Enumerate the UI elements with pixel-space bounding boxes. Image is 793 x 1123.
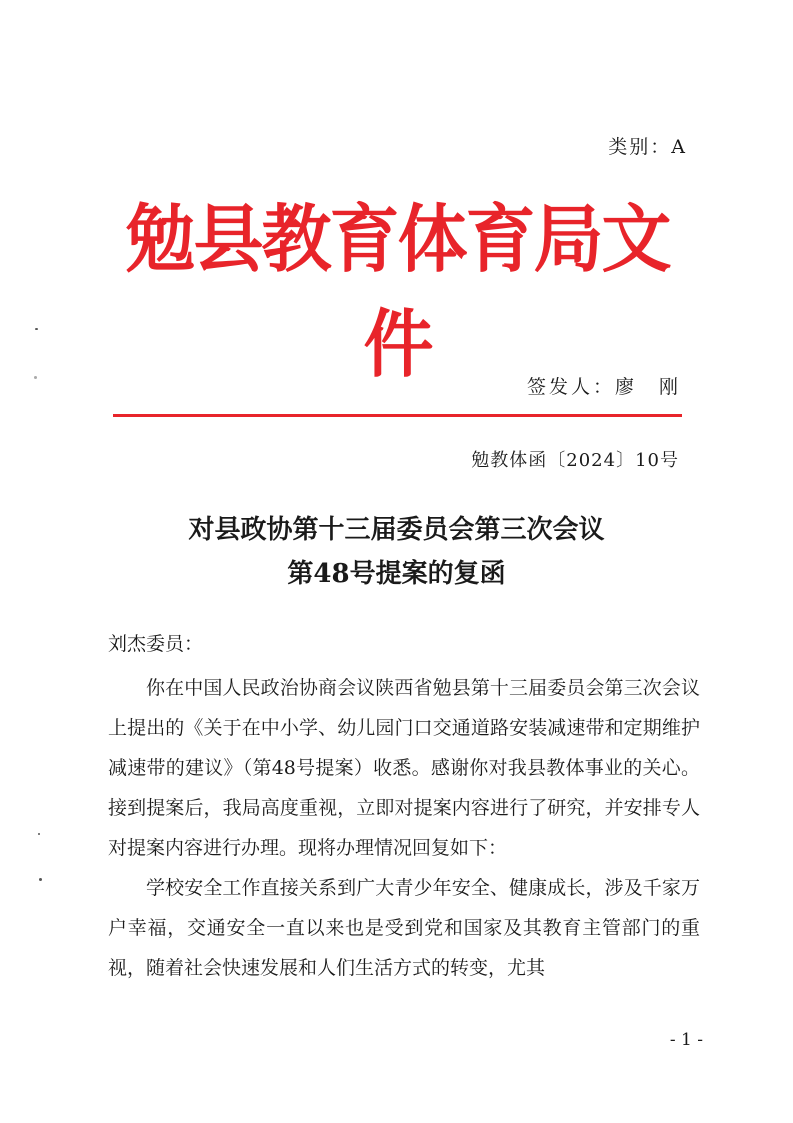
- red-separator-line: [113, 414, 682, 417]
- salutation: 刘杰委员：: [108, 633, 204, 655]
- category-label: 类别：A: [608, 136, 687, 158]
- body-paragraph-2: 学校安全工作直接关系到广大青少年安全、健康成长，涉及千家万户幸福，交通安全一直以来也是受到党和国家及其教育主管部门的重视，随着社会快速发展和人们生活方式的转变，尤其: [108, 877, 700, 979]
- document-title-line-2: 第48号提案的复函: [287, 559, 506, 589]
- scan-speck: [35, 328, 38, 330]
- document-title: [100, 508, 693, 596]
- document-title-line-1: 对县政协第十三届委员会第三次会议: [188, 515, 605, 545]
- organization-title: 勉县教育体育局文件: [125, 196, 670, 388]
- scan-speck: [34, 376, 37, 379]
- body-text: [108, 668, 700, 988]
- body-paragraph-1: 你在中国人民政治协商会议陕西省勉县第十三届委员会第三次会议上提出的《关于在中小学、幼儿园门口交通道路安装减速带和定期维护减速带的建议》（第48号提案）收悉。感谢你对我县教体事业的关心。接到提案后，我局高度重视，立即对提案内容进行了研究，并安排专人对提案内容进行办理。现将办理情况回复如下：: [108, 677, 700, 859]
- document-number: 勉教体函〔2024〕10号: [471, 450, 679, 471]
- issuer-line: 签发人：廖 刚: [526, 376, 681, 398]
- scan-speck: [39, 878, 42, 881]
- scan-speck: [38, 833, 40, 835]
- page-number: - 1 -: [669, 1030, 703, 1050]
